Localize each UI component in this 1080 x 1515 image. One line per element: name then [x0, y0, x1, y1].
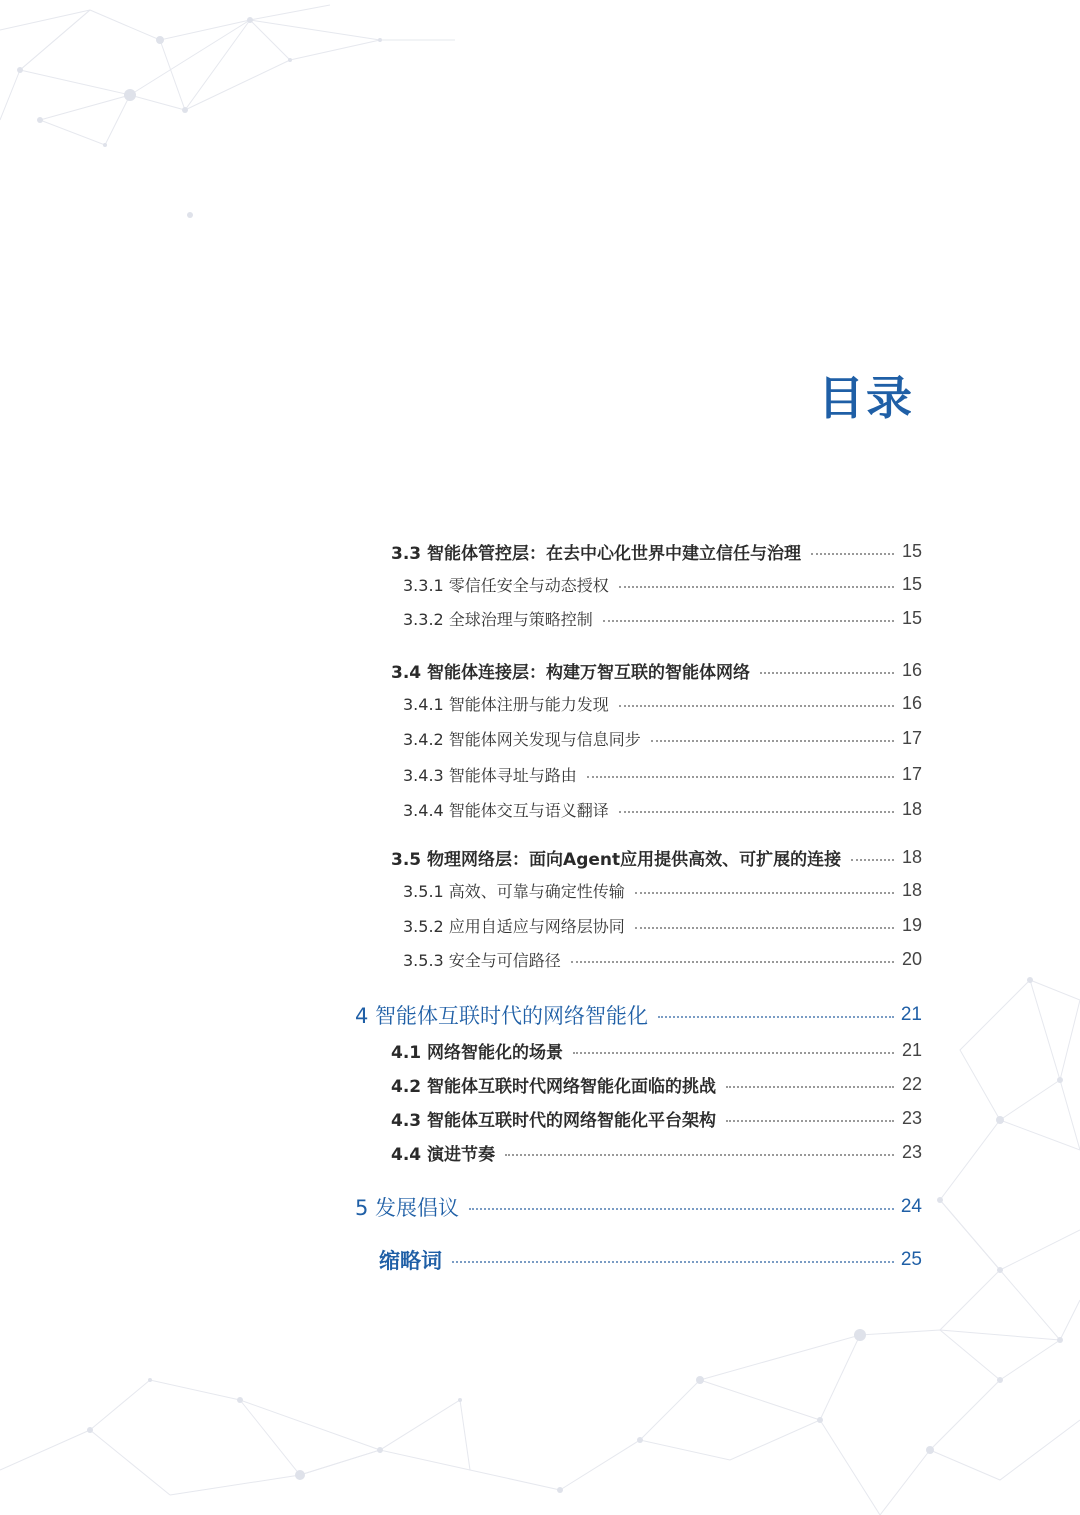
leader-dots	[658, 1016, 894, 1018]
toc-entry-title: 3.5.1 高效、可靠与确定性传输	[403, 882, 625, 901]
toc-entry-3-4-2[interactable]	[403, 727, 922, 750]
toc-entry-title: 3.5 物理网络层：面向Agent应用提供高效、可扩展的连接	[391, 850, 842, 870]
toc-entry-title: 3.5.2 应用自适应与网络层协同	[403, 917, 625, 936]
toc-entry-title: 3.4.4 智能体交互与语义翻译	[403, 801, 609, 820]
toc-page-number: 21	[900, 1004, 922, 1025]
toc-page-number: 16	[901, 693, 922, 713]
leader-dots	[505, 1154, 894, 1156]
toc-page-number: 24	[900, 1196, 922, 1217]
leader-dots	[619, 705, 894, 707]
page-title: 目录	[818, 371, 914, 425]
toc-entry-title: 4.1 网络智能化的场景	[391, 1043, 564, 1063]
toc-entry-4-3[interactable]	[391, 1106, 922, 1131]
toc-page-number: 17	[901, 764, 922, 784]
toc-entry-3-4-4[interactable]	[403, 798, 922, 821]
toc-entry-3-5-1[interactable]	[403, 879, 922, 902]
toc-page-number: 19	[901, 915, 922, 935]
toc-entry-title: 3.4.1 智能体注册与能力发现	[403, 695, 609, 714]
toc-entry-title: 3.4.3 智能体寻址与路由	[403, 766, 577, 785]
leader-dots	[726, 1120, 894, 1122]
toc-abbreviations[interactable]	[379, 1245, 922, 1275]
leader-dots	[619, 811, 894, 813]
toc-entry-3-4[interactable]	[391, 658, 922, 683]
leader-dots	[760, 672, 894, 674]
toc-page-number: 15	[901, 608, 922, 628]
leader-dots	[635, 892, 894, 894]
leader-dots	[452, 1261, 894, 1263]
toc-entry-title: 3.4.2 智能体网关发现与信息同步	[403, 730, 641, 749]
toc-entry-title: 4.2 智能体互联时代网络智能化面临的挑战	[391, 1077, 717, 1097]
leader-dots	[603, 620, 894, 622]
toc-page-number: 25	[900, 1249, 922, 1270]
toc-page-number: 20	[901, 949, 922, 969]
toc-entry-title: 4 智能体互联时代的网络智能化	[355, 1004, 649, 1028]
toc-chapter-4[interactable]	[355, 1000, 922, 1030]
toc-entry-3-5-2[interactable]	[403, 914, 922, 937]
leader-dots	[851, 859, 894, 861]
toc-entry-4-4[interactable]	[391, 1140, 922, 1165]
toc-page-number: 23	[901, 1142, 922, 1162]
toc-entry-title: 缩略词	[379, 1249, 442, 1273]
leader-dots	[651, 740, 894, 742]
toc-entry-title: 4.4 演进节奏	[391, 1145, 496, 1165]
leader-dots	[587, 776, 894, 778]
leader-dots	[619, 586, 894, 588]
toc-entry-3-3[interactable]	[391, 539, 922, 564]
leader-dots	[811, 553, 894, 555]
toc-entry-3-4-1[interactable]	[403, 692, 922, 715]
toc-entry-title: 3.3.2 全球治理与策略控制	[403, 610, 593, 629]
leader-dots	[573, 1052, 894, 1054]
toc-page-number: 18	[901, 880, 922, 900]
leader-dots	[635, 927, 894, 929]
toc-entry-title: 3.3 智能体管控层：在去中心化世界中建立信任与治理	[391, 544, 802, 564]
toc-page-number: 18	[901, 847, 922, 867]
toc-entry-title: 4.3 智能体互联时代的网络智能化平台架构	[391, 1111, 717, 1131]
toc-entry-title: 3.4 智能体连接层：构建万智互联的智能体网络	[391, 663, 751, 683]
toc-page-number: 21	[901, 1040, 922, 1060]
leader-dots	[469, 1208, 894, 1210]
toc-page-number: 15	[901, 541, 922, 561]
toc-entry-title: 3.3.1 零信任安全与动态授权	[403, 576, 609, 595]
toc-page-number: 15	[901, 574, 922, 594]
toc-page-number: 23	[901, 1108, 922, 1128]
toc-entry-3-5[interactable]	[391, 845, 922, 870]
toc-entry-3-3-1[interactable]	[403, 573, 922, 596]
toc-entry-3-5-3[interactable]	[403, 948, 922, 971]
leader-dots	[726, 1086, 894, 1088]
toc-entry-title: 5 发展倡议	[355, 1196, 460, 1220]
toc-entry-title: 3.5.3 安全与可信路径	[403, 951, 561, 970]
leader-dots	[571, 961, 894, 963]
toc-entry-3-4-3[interactable]	[403, 763, 922, 786]
toc-entry-4-1[interactable]	[391, 1038, 922, 1063]
toc-entry-4-2[interactable]	[391, 1072, 922, 1097]
toc-page-number: 18	[901, 799, 922, 819]
toc-chapter-5[interactable]	[355, 1192, 922, 1222]
toc-entry-3-3-2[interactable]	[403, 607, 922, 630]
toc-page-number: 17	[901, 728, 922, 748]
toc-page-number: 16	[901, 660, 922, 680]
toc-page-number: 22	[901, 1074, 922, 1094]
